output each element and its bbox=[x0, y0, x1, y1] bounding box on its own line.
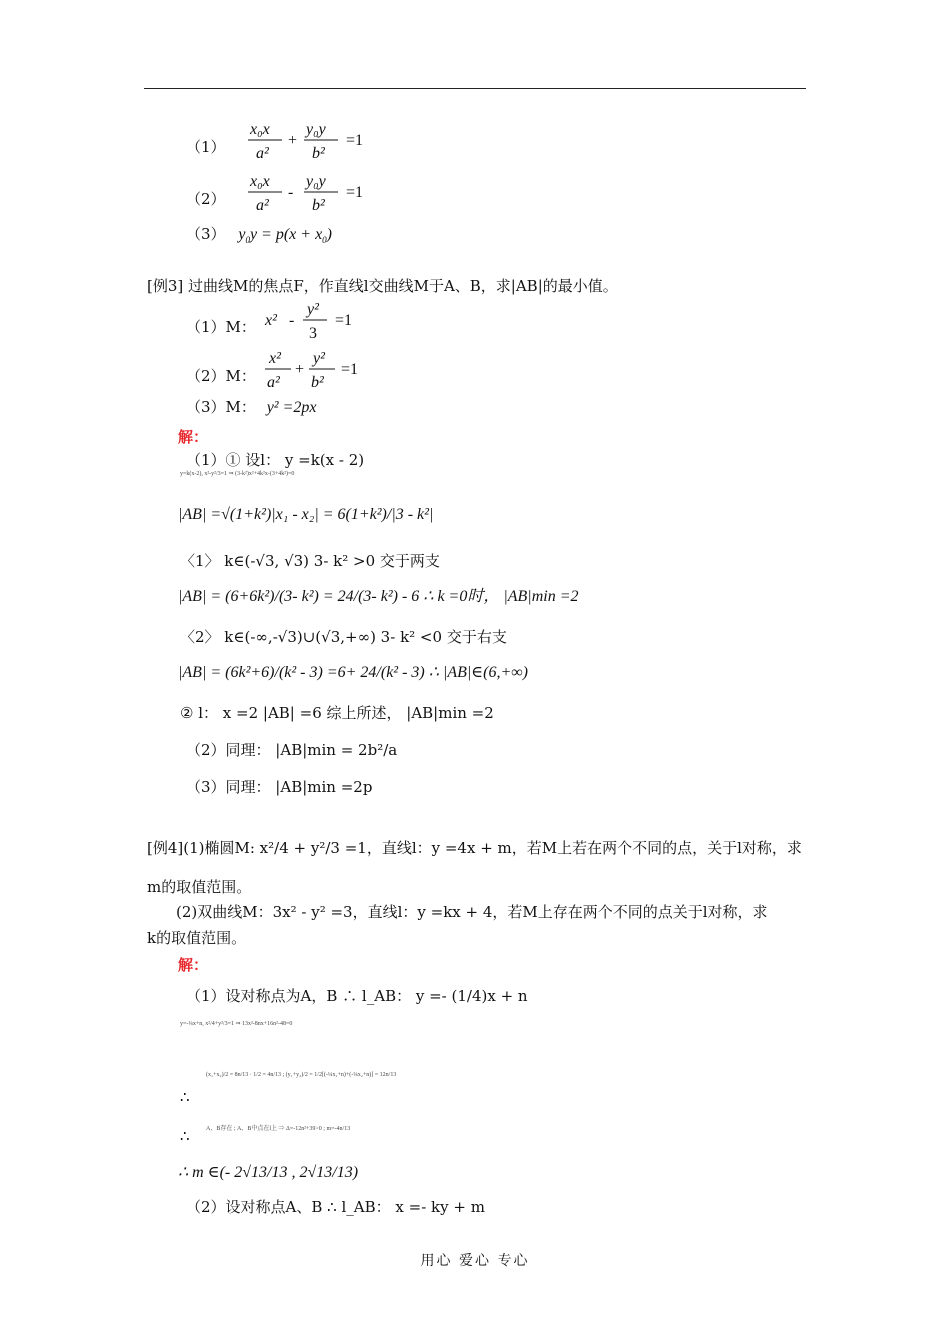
svg-text:-: - bbox=[288, 184, 294, 201]
tangent-formula-2 bbox=[230, 170, 390, 216]
therefore-mark-2: ∴ bbox=[180, 1127, 190, 1145]
tangent-case-1: （1） x₀x a² + y₀y b² =1 bbox=[186, 132, 390, 164]
therefore-mark-1: ∴ bbox=[180, 1088, 190, 1106]
svg-text:a²: a² bbox=[256, 145, 270, 162]
page-footer: 用心 爱心 专心 bbox=[420, 1253, 530, 1269]
svg-text:=1: =1 bbox=[346, 184, 364, 201]
example3-item-2: （2）M： x² a² + y² b² =1 bbox=[186, 361, 381, 393]
example3-step-7: ② l： x =2 |AB| =6 综上所述， |AB|min =2 bbox=[180, 704, 494, 722]
example3-step-8: （2）同理： |AB|min = 2b²/a bbox=[186, 741, 398, 759]
example3-step-1: （1）① 设l： y =k(x - 2) bbox=[186, 451, 365, 469]
example4-tiny-1: y=-¼x+n, x²/4+y²/3=1 ⇒ 13x²-8nx+16n²-48=0 bbox=[180, 1021, 293, 1027]
example4-solution-label: 解： bbox=[178, 956, 209, 974]
example4-line-4: k的取值范围。 bbox=[147, 929, 247, 947]
svg-text:=1: =1 bbox=[334, 312, 352, 329]
svg-text:b²: b² bbox=[310, 374, 324, 391]
example4-step-3: （2）设对称点A、B ∴ l_AB： x =- ky + m bbox=[186, 1198, 485, 1216]
svg-text:+: + bbox=[288, 132, 298, 149]
tangent-formula-1 bbox=[230, 118, 390, 164]
example3-solution-label: 解： bbox=[178, 428, 209, 446]
example3-tiny-system: y=k(x-2), x²-y²/3=1 ⇒ (3-k²)x²+4k²x-(3+4k²)=0 bbox=[180, 471, 295, 477]
tangent-case-2: （2） x₀x a² - y₀y b² =1 bbox=[186, 184, 390, 216]
tangent-case-3: （3） $y_0y = p(x + x_0)$ bbox=[186, 225, 332, 246]
svg-text:+: + bbox=[294, 361, 304, 378]
svg-text:b²: b² bbox=[312, 197, 326, 214]
svg-text:y²: y² bbox=[306, 301, 319, 318]
example3-step-5: 〈2〉 k∈(-∞,-√3)∪(√3,+∞) 3- k² <0 交于右支 bbox=[180, 628, 507, 646]
svg-text:y₀y: y₀y bbox=[306, 121, 327, 138]
example3-step-4: |AB| = (6+6k²)/(3- k²) = 24/(3- k²) - 6 ∴ k =0时， |AB|min =2 bbox=[178, 588, 579, 605]
example4-line-3: (2)双曲线M：3x² - y² =3，直线l：y =kx + 4，若M上存在两个不同的点关于l对称，求 bbox=[176, 903, 768, 921]
example4-line-2: m的取值范围。 bbox=[147, 878, 252, 896]
example3-step-2: |AB| =√(1+k²)|x₁ - x₂| = 6(1+k²)/|3 - k²| bbox=[178, 506, 434, 523]
example3-item-3: （3）M： y² =2px bbox=[186, 398, 317, 416]
example3-formula-1 bbox=[261, 298, 381, 344]
svg-text:=1: =1 bbox=[340, 361, 358, 378]
example4-tiny-3: A、B存在 ; A、B中点在l上 ⇒ Δ=-12n²+39>0 ; m=-4n/13 bbox=[206, 1126, 351, 1132]
svg-text:y₀y: y₀y bbox=[306, 173, 327, 190]
svg-text:3: 3 bbox=[308, 325, 317, 342]
example3-prompt: [例3] 过曲线M的焦点F，作直线l交曲线M于A、B，求|AB|的最小值。 bbox=[147, 277, 618, 295]
example3-step-6: |AB| = (6k²+6)/(k² - 3) =6+ 24/(k² - 3) ∴ |AB|∈(6,+∞) bbox=[178, 664, 528, 681]
svg-text:x₀x: x₀x bbox=[250, 121, 271, 138]
example3-step-9: （3）同理： |AB|min =2p bbox=[186, 778, 373, 796]
example3-item-1: （1）M： x² - y² 3 =1 bbox=[186, 312, 381, 344]
svg-text:x²: x² bbox=[264, 312, 277, 329]
svg-text:a²: a² bbox=[266, 374, 280, 391]
example4-step-1: （1）设对称点为A，B ∴ l_AB： y =- (1/4)x + n bbox=[186, 987, 528, 1005]
svg-text:=1: =1 bbox=[346, 132, 364, 149]
example3-step-3: 〈1〉 k∈(-√3, √3) 3- k² >0 交于两支 bbox=[180, 552, 440, 570]
example4-step-2: ∴ m ∈(- 2√13/13 , 2√13/13) bbox=[178, 1164, 359, 1181]
svg-text:y²: y² bbox=[312, 350, 325, 367]
example3-formula-2 bbox=[261, 347, 381, 393]
header-rule bbox=[144, 88, 806, 89]
svg-text:a²: a² bbox=[256, 197, 270, 214]
example4-tiny-2: (x₁+x₂)/2 = 8n/13 · 1/2 = 4n/13 ; (y₁+y₂)/2 = 1/2[(-¼x₁+n)+(-¼x₂+n)] = 12n/13 bbox=[206, 1072, 397, 1078]
svg-text:b²: b² bbox=[312, 145, 326, 162]
svg-text:-: - bbox=[288, 312, 295, 329]
example4-line-1: [例4](1)椭圆M: x²/4 + y²/3 =1，直线l：y =4x + m，若M上若在两个不同的点，关于l对称，求 bbox=[147, 839, 802, 857]
svg-text:x²: x² bbox=[268, 350, 281, 367]
svg-text:x₀x: x₀x bbox=[250, 173, 271, 190]
